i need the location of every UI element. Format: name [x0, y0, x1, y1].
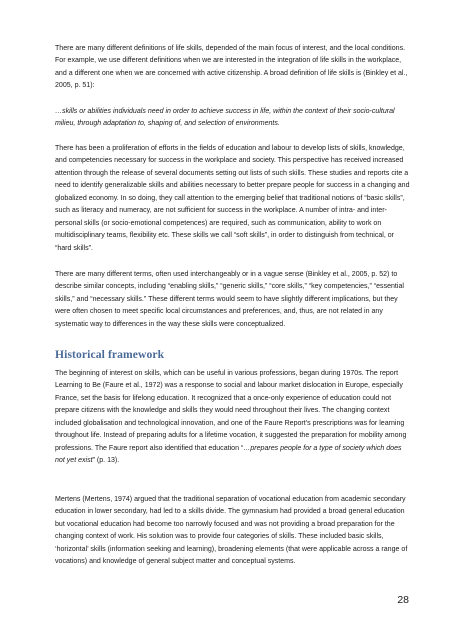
history-quote: …prepares people for a type of society which does not yet exist — [55, 444, 402, 465]
paragraph-history — [55, 368, 411, 468]
history-citation: ” (p. 13). — [92, 457, 120, 465]
page-number: 28 — [397, 594, 409, 606]
quote-life-skills: …skills or abilities individuals need in order to achieve success in life, within the context of their socio-cultural milieu, through adaptation to, shaping of, and selection of environments. — [55, 108, 395, 128]
paragraph-mertens: Mertens (Mertens, 1974) argued that the traditional separation of vocational education from academic secondary education in lower secondary, had led to a skills divide. The gymnasium had provided a broad general education but vocational education had become too narrowly focused and was not providing a broad preparation for the changing context of work. His solution was to provide four categories of skills. These included basic skills, ‘horizontal’ skills (information seeking and learning), broadening elements (that were applicable across a range of vocations) and knowledge of general subject matter and conceptual systems. — [55, 496, 408, 566]
history-text: The beginning of interest on skills, which can be useful in various professions, began during 1970s. The report Learning to Be (Faure et al., 1972) was a response to social and labour market dislocation in Europe, especially France, set the basis for lifelong education. It recognized that a once-only experience of education could not prepare citizens with the knowledge and skills they would need throughout their lives. The changing context included globalisation and technological innovation, and one of the Faure Report’s prescriptions was for learning throughout life. Instead of preparing adults for a lifetime vocation, it suggested the preparation for mobility among professions. The Faure report also identified that education “ — [55, 370, 407, 452]
section-heading: Historical framework — [55, 348, 165, 361]
paragraph-proliferation: There has been a proliferation of efforts in the fields of education and labour to develop lists of skills, knowledge, and competencies necessary for success in the workplace and society. This perspective has received increased attention through the release of several documents setting out lists of such skills. These studies and reports cite a need to identify generalizable skills and abilities necessary to better prepare people for success in a changing and globalized economy. In so doing, they call attention to the emerging belief that traditional notions of “basic skills”, such as literacy and numeracy, are not sufficient for success in the workplace. A number of intra- and inter-personal skills (or socio-emotional competences) are required, such as communication, ability to work on multidisciplinary teams, flexibility etc. These skills we call “soft skills”, in order to distinguish from technical, or “hard skills”. — [55, 145, 410, 252]
paragraph-terms: There are many different terms, often used interchangeably or in a vague sense (Binkley et al., 2005, p. 52) to describe similar concepts, including “enabling skills,” “generic skills,” “core skills,” “key competencies,” “essential skills,” and “necessary skills.” These different terms would seem to have slightly different implications, but they were often chosen to meet specific local circumstances and preferences, and, thus, are not related in any systematic way to differences in the way these skills were conceptualized. — [55, 271, 404, 328]
paragraph-definitions: There are many different definitions of life skills, depended of the main focus of interest, and the local conditions. For example, we use different definitions when we are interested in the integration of life skills in the workplace, and a different one when we are concerned with active citizenship. A broad definition of life skills is (Binkley et al., 2005, p. 51): — [55, 45, 408, 90]
